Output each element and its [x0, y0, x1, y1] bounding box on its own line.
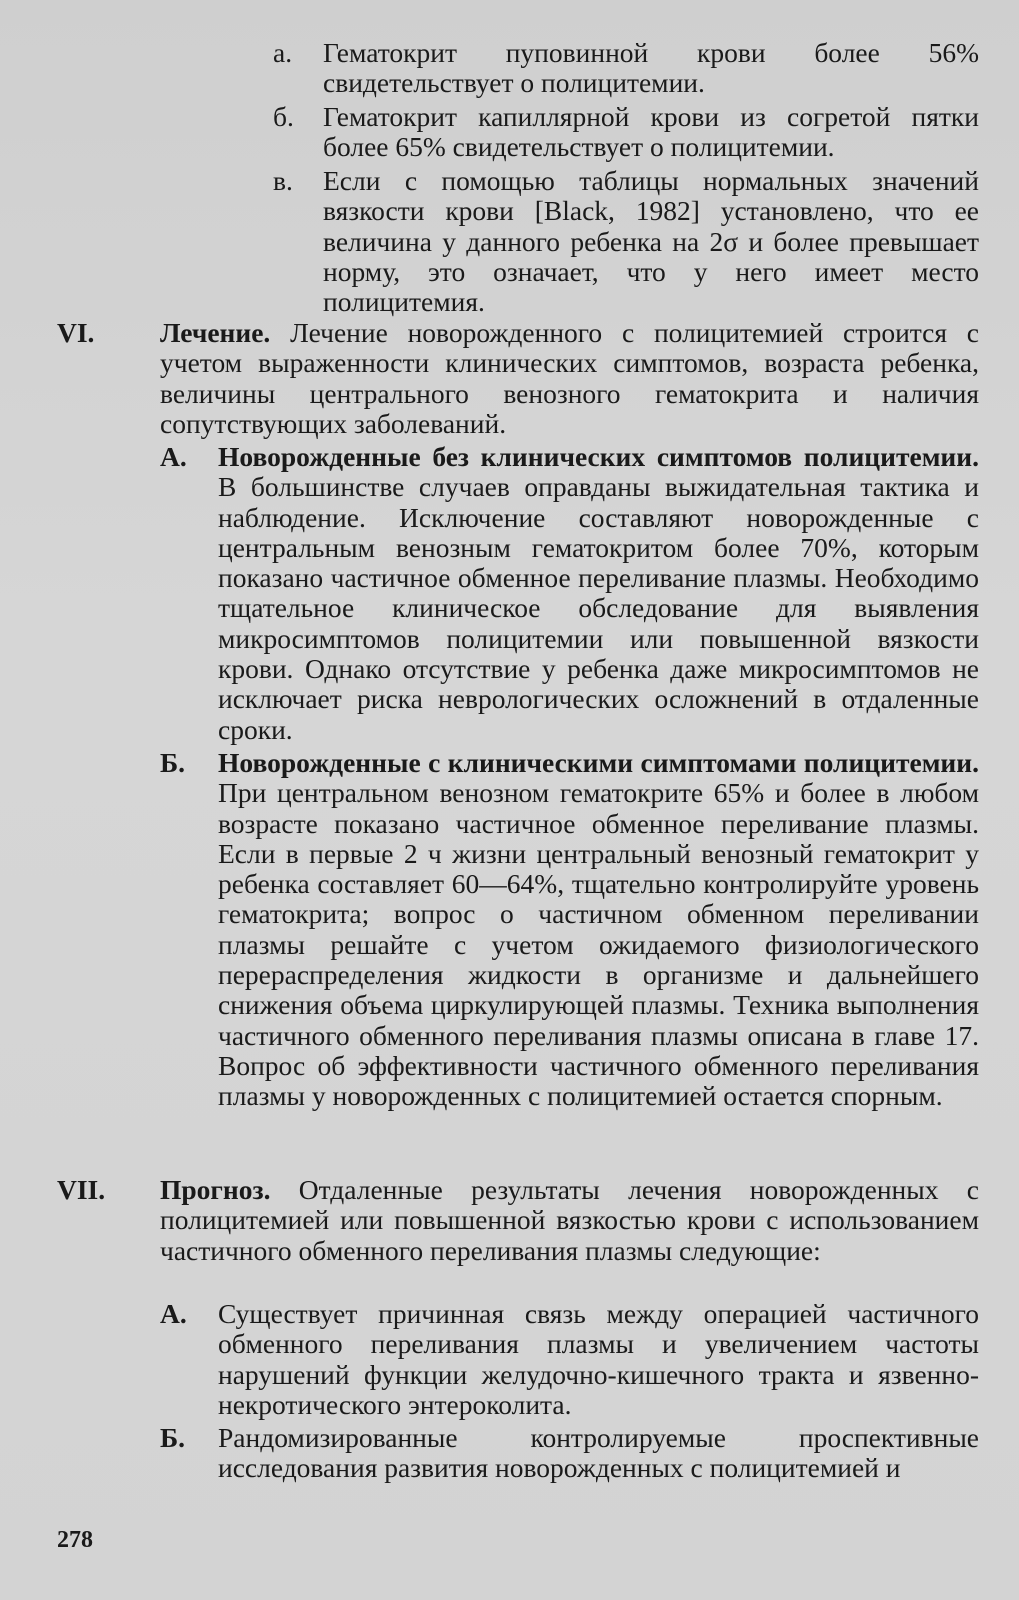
item-text-v: Если с помощью таблицы нормальных значений вязкости крови [Black, 1982] установлено, что ее величина у данного ребенка на 2σ и более превышает норму, это означает, что у него имеет место полицитемия.	[323, 165, 979, 318]
item-marker-b: б.	[273, 101, 294, 132]
section-vii-a-text: Существует причинная связь между операцией частичного обменного переливания плазмы и увеличением частоты нарушений функции желудочно-кишечного тракта и язвенно-некротического энтероколита.	[218, 1298, 979, 1420]
section-vi-paragraph	[160, 318, 979, 439]
item-text-a: Гематокрит пуповинной крови более 56% свидетельствует о полицитемии.	[323, 37, 979, 99]
section-vi-b-text: При центральном венозном гематокрите 65% и более в любом возрасте показано частичное обменное переливание плазмы. Если в первые 2 ч жизни центральный венозный гематокрит у ребенка составляет 60—64%, тщательно контролируйте уровень гематокрита; вопрос о частичном обменном переливании плазмы решайте с учетом ожидаемого физиологического перераспределения жидкости в организме и дальнейшего снижения объема циркулирующей плазмы. Техника выполнения частичного обменного переливания плазмы описана в главе 17. Вопрос об эффективности частичного обменного переливания плазмы у новорожденных с полицитемией остается спорным.	[218, 777, 979, 1112]
section-vi-marker: VI.	[57, 317, 95, 348]
section-vi-a-heading: Новорожденные без клинических симптомов полицитемии.	[218, 441, 979, 472]
section-vi-text: Лечение новорожденного с полицитемией строится с учетом выраженности клинических симптомов, возраста ребенка, величины центрального венозного гематокрита и наличия сопутствующих заболеваний.	[160, 317, 980, 439]
section-vii-marker: VII.	[57, 1174, 106, 1205]
section-vi-a-paragraph	[218, 442, 979, 745]
section-vi-heading: Лечение.	[160, 317, 271, 348]
item-marker-v: в.	[273, 165, 293, 196]
section-vii-a-marker: А.	[160, 1298, 187, 1329]
section-vii-heading: Прогноз.	[160, 1174, 271, 1205]
page-number: 278	[57, 1527, 93, 1553]
section-vii-text: Отдаленные результаты лечения новорожденных с полицитемией или повышенной вязкостью крови с использованием частичного обменного переливания плазмы следующие:	[160, 1174, 980, 1266]
section-vii-b-text: Рандомизированные контролируемые проспективные исследования развития новорожденных с полицитемией и	[218, 1422, 979, 1484]
section-vi-a-marker: А.	[160, 441, 187, 472]
section-vi-b-marker: Б.	[160, 747, 186, 778]
item-text-b: Гематокрит капиллярной крови из согретой пятки более 65% свидетельствует о полицитемии.	[323, 101, 979, 163]
section-vii-b-marker: Б.	[160, 1422, 186, 1453]
section-vii-paragraph	[160, 1175, 979, 1266]
item-marker-a: а.	[273, 37, 293, 68]
section-vi-b-heading: Новорожденные с клиническими симптомами полицитемии.	[218, 747, 979, 778]
section-vi-b-paragraph	[218, 748, 979, 1112]
section-vi-a-text: В большинстве случаев оправданы выжидательная тактика и наблюдение. Исключение составляют новорожденные с центральным венозным гематокритом более 70%, которым показано частичное обменное переливание плазмы. Необходимо тщательное клиническое обследование для выявления микросимптомов полицитемии или повышенной вязкости крови. Однако отсутствие у ребенка даже микросимптомов не исключает риска неврологических осложнений в отдаленные сроки.	[218, 471, 979, 745]
